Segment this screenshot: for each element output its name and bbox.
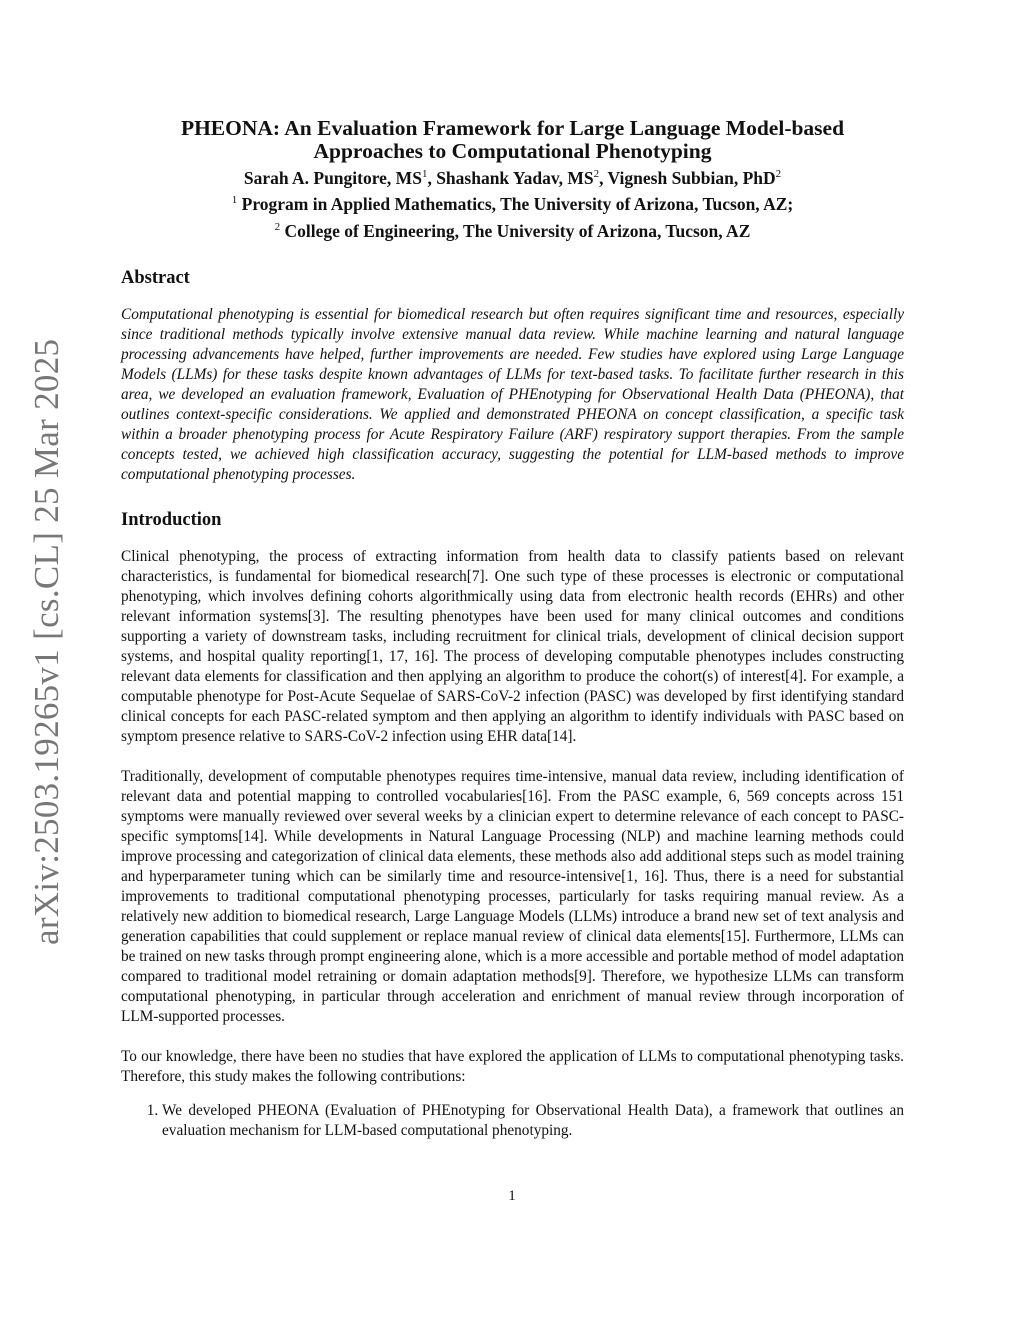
affiliation-2 bbox=[121, 216, 904, 242]
affil-text: Program in Applied Mathematics, The University of Arizona, Tucson, AZ; bbox=[241, 194, 794, 215]
author-name: Vignesh Subbian, PhD bbox=[607, 167, 776, 188]
author-name: Sarah A. Pungitore, MS bbox=[243, 167, 422, 188]
author-affil-mark: 1 bbox=[421, 168, 428, 180]
intro-paragraph-2: Traditionally, development of computable phenotypes requires time-intensive, manual data review, including identification of relevant data and potential mapping to controlled vocabularies[16]. From the PASC example, 6, 569 concepts across 151 symptoms were manually reviewed over several weeks by a clinician expert to determine relevance of each concept to PASC-specific symptoms[14]. While developments in Natural Language Processing (NLP) and machine learning methods could improve processing and categorization of clinical data elements, these methods also add additional steps such as model training and hyperparameter tuning which can be similarly time and resource-intensive[1, 16]. Thus, there is a need for substantial improvements to traditional computational phenotyping processes, particularly for tasks requiring manual review. As a relatively new addition to biomedical research, Large Language Models (LLMs) introduce a brand new set of text analysis and generation capabilities that could supplement or replace manual review of clinical data elements[15]. Furthermore, LLMs can be trained on new tasks through prompt engineering alone, which is a more accessible and portable method of model adaptation compared to traditional model retraining or domain adaptation methods[9]. Therefore, we hypothesize LLMs can transform computational phenotyping, in particular through acceleration and enrichment of manual review through incorporation of LLM-supported processes. bbox=[121, 767, 904, 1025]
intro-paragraph-1: Clinical phenotyping, the process of extracting information from health data to classify patients based on relevant characteristics, is fundamental for biomedical research[7]. One such type of these processes is electronic or computational phenotyping, which involves defining cohorts algorithmically using data from electronic health records (EHRs) and other relevant information systems[3]. The resulting phenotypes have been used for many clinical outcomes and conditions supporting a variety of downstream tasks, including recruitment for clinical trials, development of clinical decision support systems, and hospital quality reporting[1, 17, 16]. The process of developing computable phenotypes includes constructing relevant data elements for classification and then applying an algorithm to produce the cohort(s) of interest[4]. For example, a computable phenotype for Post-Acute Sequelae of SARS-CoV-2 infection (PASC) was developed by first identifying standard clinical concepts for each PASC-related symptom and then applying an algorithm to identify individuals with PASC based on symptom presence relative to SARS-CoV-2 infection using EHR data[14]. bbox=[121, 547, 904, 745]
title-line-2: Approaches to Computational Phenotyping bbox=[313, 139, 712, 163]
arxiv-side-label: arXiv:2503.19265v1 [cs.CL] 25 Mar 2025 bbox=[27, 338, 66, 945]
author-sep: , bbox=[427, 167, 437, 188]
intro-paragraph-3: To our knowledge, there have been no studies that have explored the application of LLMs to computational phenotyping tasks. Therefore, this study makes the following contributions: bbox=[121, 1047, 904, 1085]
affiliation-1 bbox=[121, 189, 904, 215]
paper-title bbox=[121, 117, 904, 163]
title-line-1: PHEONA: An Evaluation Framework for Large Language Model-based bbox=[180, 116, 845, 140]
author-list bbox=[121, 163, 904, 189]
contribution-list bbox=[121, 1101, 904, 1141]
abstract-heading: Abstract bbox=[121, 267, 190, 288]
author-name: Shashank Yadav, MS bbox=[436, 167, 594, 188]
page-number: 1 bbox=[508, 1188, 516, 1204]
author-affil-mark: 2 bbox=[593, 168, 600, 180]
contribution-item: 1. We developed PHEONA (Evaluation of PHEnotyping for Observational Health Data), a framework that outlines an evaluation mechanism for LLM-based computational phenotyping. bbox=[162, 1101, 904, 1141]
affil-mark: 1 bbox=[231, 194, 238, 207]
introduction-heading: Introduction bbox=[121, 509, 222, 530]
paper-content bbox=[121, 117, 904, 1141]
affil-text: College of Engineering, The University of Arizona, Tucson, AZ bbox=[284, 220, 751, 241]
author-sep: , bbox=[599, 167, 608, 188]
affil-mark: 2 bbox=[274, 220, 281, 233]
abstract-text: Computational phenotyping is essential for biomedical research but often requires significant time and resources, especially since traditional methods typically involve extensive manual data review. While machine learning and natural language processing advancements have helped, further improvements are needed. Few studies have explored using Large Language Models (LLMs) for these tasks despite known advantages of LLMs for text-based tasks. To facilitate further research in this area, we developed an evaluation framework, Evaluation of PHEnotyping for Observational Health Data (PHEONA), that outlines context-specific considerations. We applied and demonstrated PHEONA on concept classification, a specific task within a broader phenotyping process for Acute Respiratory Failure (ARF) respiratory support therapies. From the sample concepts tested, we achieved high classification accuracy, suggesting the potential for LLM-based methods to improve computational phenotyping processes. bbox=[121, 305, 904, 483]
author-affil-mark: 2 bbox=[775, 168, 782, 180]
